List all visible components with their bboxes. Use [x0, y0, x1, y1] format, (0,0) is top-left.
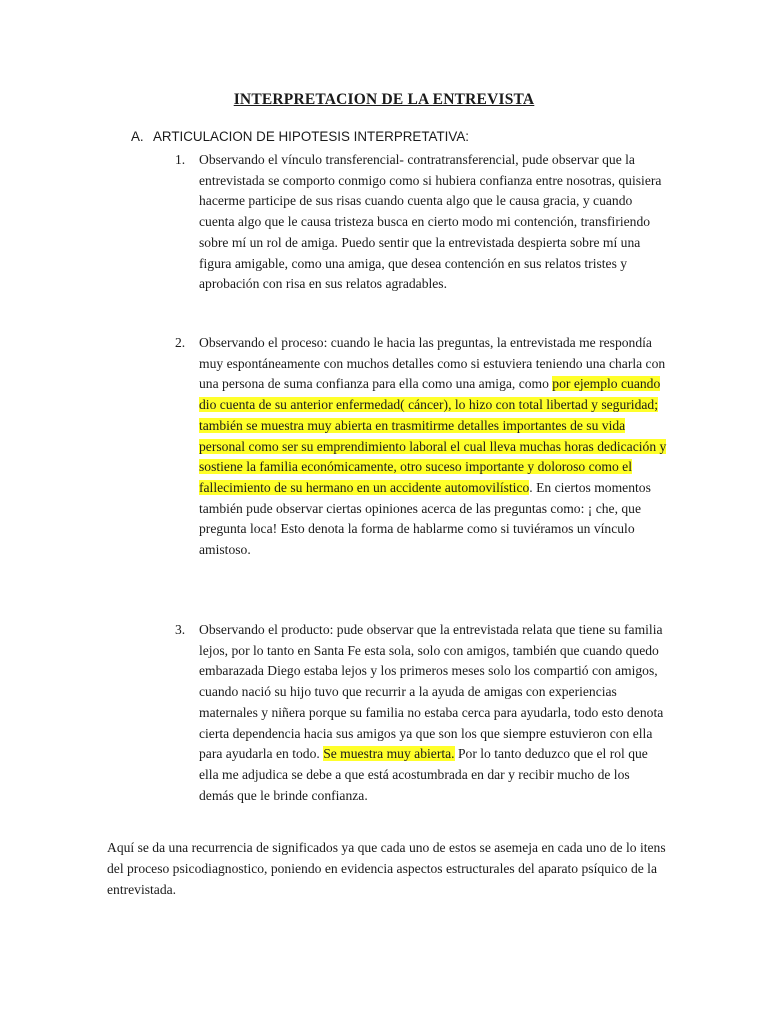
list-item: [175, 333, 675, 561]
closing-paragraph: Aquí se da una recurrencia de significados ya que cada uno de estos se asemeja en cada uno de lo itens del proceso psicodiagnostico, poniendo en evidencia aspectos estructurales del aparato psíquico de la entrevistada.: [107, 840, 666, 897]
highlighted-text: Se muestra muy abierta.: [323, 746, 455, 762]
section-heading-text: ARTICULACION DE HIPOTESIS INTERPRETATIVA:: [153, 129, 469, 144]
section-heading: [131, 129, 469, 144]
list-item-text: [199, 620, 667, 806]
list-item: [175, 620, 675, 806]
list-item-text: Observando el vínculo transferencial- contratransferencial, pude observar que la entrevistada se comporto conmigo como si hubiera confianza entre nosotras, quisiera hacerme participe de sus risas cuando cuenta algo que le causa gracia, y cuando cuenta algo que le causa tristeza busca en cierto modo mi contención, transfiriendo sobre mí un rol de amiga. Puedo sentir que la entrevistada despierta sobre mí una figura amigable, como una amiga, que desea contención en sus relatos tristes y aprobación con risa en sus relatos agradables.: [199, 152, 662, 292]
list-item-number: 1.: [175, 152, 186, 167]
list-item-number: 2.: [175, 335, 186, 350]
document-title: INTERPRETACION DE LA ENTREVISTA: [233, 91, 535, 108]
list-item-number: 3.: [175, 622, 186, 637]
list-item: [175, 150, 675, 295]
list-item-text: [199, 333, 667, 561]
highlighted-text: por ejemplo cuando dio cuenta de su anterior enfermedad( cáncer), lo hizo con total libertad y seguridad; también se muestra muy abierta en trasmitirme detalles importantes de su vida personal como ser su emprendimiento laboral el cual lleva muchas horas dedicación y sostiene la familia económicamente, otro suceso importante y doloroso como el fallecimiento de su hermano en un accidente automovilístico: [199, 376, 667, 495]
paragraph-text: Observando el proceso: cuando le hacia las preguntas, la entrevistada me respondía muy espontáneamente con muchos detalles como si estuviera teniendo una charla con una persona de suma confianza para ella como una amiga, como: [199, 335, 666, 392]
paragraph-text: Observando el producto: pude observar que la entrevistada relata que tiene su familia lejos, por lo tanto en Santa Fe esta sola, solo con amigos, también que cuando quedo embarazada Diego estaba lejos y los primeros meses solo los compartió con amigos, cuando nació su hijo tuvo que recurrir a la ayuda de amigas con experiencias maternales y niñera porque su familia no estaba cerca para ayudarla, todo esto denota cierta dependencia hacia sus amigos ya que son los que siempre estuvieron con ella para ayudarla en todo.: [199, 622, 664, 762]
paragraph-text: . En ciertos momentos también pude observar ciertas opiniones acerca de las preguntas como: ¡ che, que pregunta loca! Esto denota la forma de hablarme como si tuviéramos un vínculo amistoso.: [199, 479, 651, 558]
paragraph-text: Por lo tanto deduzco que el rol que ella me adjudica se debe a que está acostumbrada en dar y recibir mucho de los demás que le brinde confianza.: [199, 746, 648, 803]
section-marker: A.: [131, 129, 144, 144]
